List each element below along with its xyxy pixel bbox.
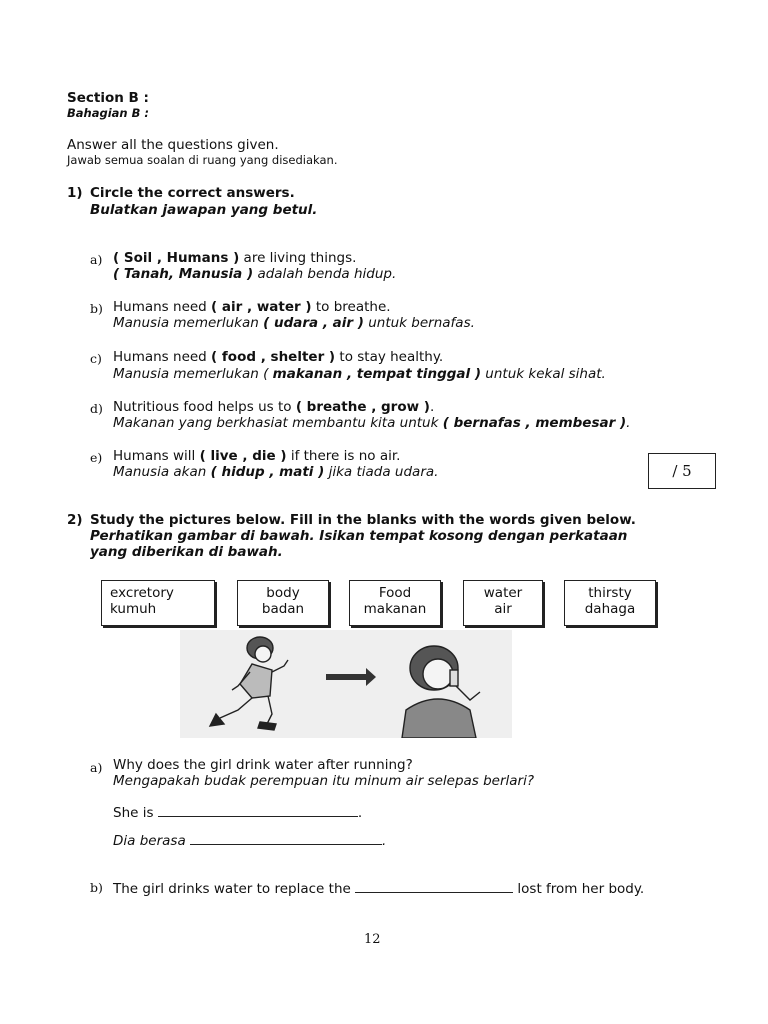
answer-blank[interactable] xyxy=(158,802,358,817)
q1-item-b-en: Humans need ( air , water ) to breathe. xyxy=(113,299,391,315)
word-ms: makanan xyxy=(363,601,427,617)
q1-item-a-ms: ( Tanah, Manusia ) adalah benda hidup. xyxy=(113,266,397,282)
page-number: 12 xyxy=(364,932,381,947)
q2a-answer-ms: Dia berasa . xyxy=(113,830,386,849)
word-box-water xyxy=(463,580,543,626)
q2a-question-ms: Mengapakah budak perempuan itu minum air selepas berlari? xyxy=(113,773,535,789)
word-ms: air xyxy=(494,601,512,617)
q2-title-ms-1: Perhatikan gambar di bawah. Isikan tempat kosong dengan perkataan xyxy=(90,528,628,544)
word-box-food xyxy=(349,580,441,626)
q1-item-marker: c) xyxy=(90,351,102,366)
q2-number: 2) xyxy=(67,512,83,528)
q1-item-marker: e) xyxy=(90,450,103,465)
score-box: / 5 xyxy=(648,453,716,489)
word-box-thirsty xyxy=(564,580,656,626)
q2b-text-post: lost from her body. xyxy=(517,881,645,897)
word-en: water xyxy=(483,585,523,601)
q1-item-e-ms: Manusia akan ( hidup , mati ) jika tiada udara. xyxy=(113,464,439,480)
girl-running-drinking-illustration xyxy=(180,630,512,738)
word-en: excretory xyxy=(110,585,174,601)
answer-label: She is xyxy=(113,805,154,821)
q1-item-c-en: Humans need ( food , shelter ) to stay healthy. xyxy=(113,349,444,365)
q1-item-c-ms: Manusia memerlukan ( makanan , tempat tinggal ) untuk kekal sihat. xyxy=(113,366,606,382)
q1-number: 1) xyxy=(67,185,83,201)
q1-item-d-en: Nutritious food helps us to ( breathe , grow ). xyxy=(113,399,435,415)
q2a-question: Why does the girl drink water after running? xyxy=(113,757,413,773)
q2a-marker: a) xyxy=(90,760,103,775)
word-box-body xyxy=(237,580,329,626)
answer-blank[interactable] xyxy=(190,830,382,845)
q2b-sentence xyxy=(113,878,644,897)
q1-item-a-en: ( Soil , Humans ) are living things. xyxy=(113,250,357,266)
word-ms: dahaga xyxy=(584,601,636,617)
q2b-marker: b) xyxy=(90,880,103,895)
word-en: body xyxy=(266,585,300,601)
section-title-ms: Bahagian B : xyxy=(67,106,149,120)
q1-item-marker: d) xyxy=(90,401,103,416)
q2-title: Study the pictures below. Fill in the blanks with the words given below. xyxy=(90,512,636,528)
q2-title-ms-2: yang diberikan di bawah. xyxy=(90,544,283,560)
q1-item-d-ms: Makanan yang berkhasiat membantu kita untuk ( bernafas , membesar ). xyxy=(113,415,631,431)
q1-item-e-en: Humans will ( live , die ) if there is no air. xyxy=(113,448,401,464)
q1-item-marker: b) xyxy=(90,301,103,316)
word-ms: kumuh xyxy=(110,601,157,617)
section-title: Section B : xyxy=(67,90,149,106)
word-en: Food xyxy=(378,585,412,601)
q1-title: Circle the correct answers. xyxy=(90,185,295,201)
word-en: thirsty xyxy=(588,585,632,601)
instructions: Answer all the questions given. xyxy=(67,137,279,153)
answer-label: Dia berasa xyxy=(113,833,186,849)
word-ms: badan xyxy=(261,601,305,617)
q1-item-b-ms: Manusia memerlukan ( udara , air ) untuk bernafas. xyxy=(113,315,475,331)
q1-item-marker: a) xyxy=(90,252,103,267)
answer-blank[interactable] xyxy=(355,878,513,893)
word-box-excretory xyxy=(101,580,215,626)
instructions-ms: Jawab semua soalan di ruang yang disediakan. xyxy=(67,153,338,167)
q1-title-ms: Bulatkan jawapan yang betul. xyxy=(90,202,318,218)
q2a-answer-en: She is . xyxy=(113,802,362,821)
q2b-text-pre: The girl drinks water to replace the xyxy=(113,881,351,897)
